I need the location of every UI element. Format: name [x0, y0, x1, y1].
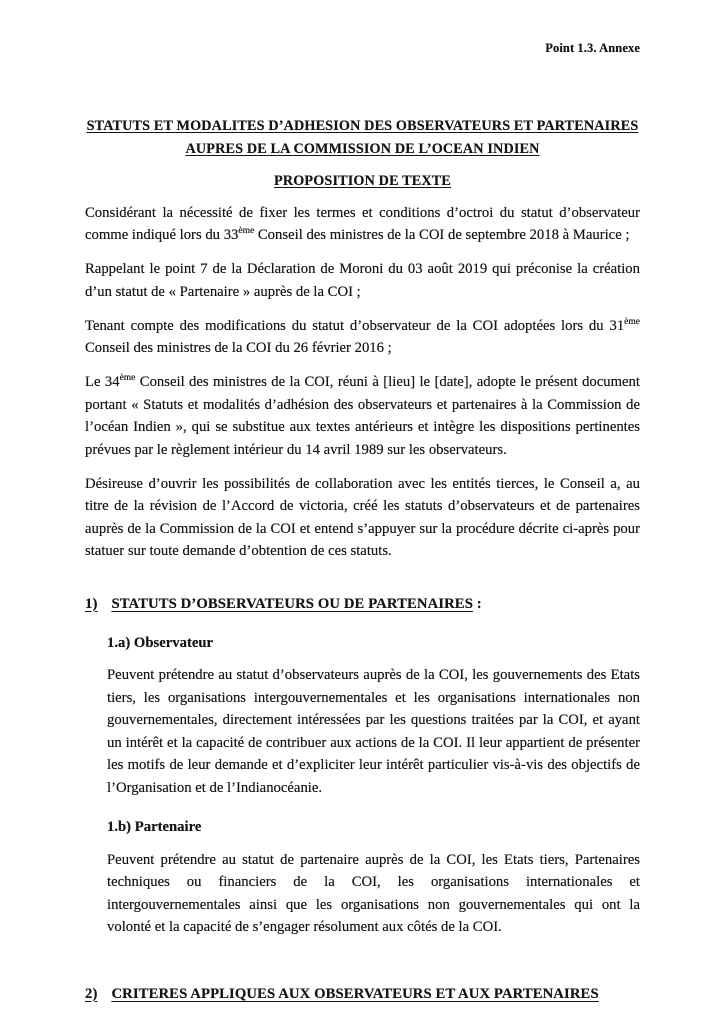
subsection-1a-paragraph: Peuvent prétendre au statut d’observateurs auprès de la COI, les gouvernements des Etats tiers, les organisations intergouvernementales et les organisations internationales non gouvernementales, directement intéressées par les questions traitées par la COI, et ayant un intérêt et la capacité de contribuer aux actions de la COI. Il leur appartient de présenter les motifs de leur demande et d’expliciter leur intérêt particulier vis-à-vis des objectifs de l’Organisation et de l’Indianocéanie.: [107, 667, 640, 796]
section-2-title: CRITERES APPLIQUES AUX OBSERVATEURS ET AUX PARTENAIRES: [111, 985, 599, 1002]
document-title: [85, 115, 640, 161]
subsection-1b: [107, 816, 640, 939]
preamble-paragraph-3: Tenant compte des modifications du statut d’observateur de la COI adoptées lors du 31ème Conseil des ministres de la COI du 26 février 2016 ;: [85, 316, 640, 356]
subsection-1b-label: 1.b) Partenaire: [107, 819, 202, 835]
subsection-1a-label: 1.a) Observateur: [107, 634, 214, 651]
section-1-title: STATUTS D’OBSERVATEURS OU DE PARTENAIRES: [111, 595, 473, 612]
subsection-1a: [107, 632, 640, 800]
preamble-paragraph-1: Considérant la nécessité de fixer les termes et conditions d’octroi du statut d’observateur comme indiqué lors du 33ème Conseil des ministres de la COI de septembre 2018 à Maurice ;: [85, 204, 640, 243]
section-1-suffix: :: [472, 595, 482, 612]
section-1-heading: [85, 593, 640, 615]
header-annotation: Point 1.3. Annexe: [545, 41, 640, 55]
preamble-paragraph-2: Rappelant le point 7 de la Déclaration de Moroni du 03 août 2019 qui préconise la création d’un statut de « Partenaire » auprès de la COI ;: [85, 261, 640, 300]
document-subtitle: PROPOSITION DE TEXTE: [274, 173, 451, 189]
preamble: [85, 202, 640, 563]
section-2-heading: [85, 983, 640, 1005]
section-2-number: 2): [85, 985, 98, 1002]
preamble-paragraph-5: Désireuse d’ouvrir les possibilités de collaboration avec les entités tierces, le Conseil a, au titre de la révision de l’Accord de victoria, créé les statuts d’observateurs et de partenaires auprès de la Commission de la COI et entend s’appuyer sur la procédure décrite ci-après pour statuer sur toute demande d’obtention de ces statuts.: [85, 475, 640, 559]
section-1-number: 1): [85, 595, 98, 612]
document-title-line2: AUPRES DE LA COMMISSION DE L’OCEAN INDIEN: [185, 141, 540, 157]
document-content: [85, 41, 640, 1005]
preamble-paragraph-4: Le 34ème Conseil des ministres de la COI, réuni à [lieu] le [date], adopte le présent document portant « Statuts et modalités d’adhésion des observateurs et partenaires à la Commission de l’océan Indien », qui se substitue aux textes antérieurs et intègre les dispositions pertinentes prévues par le règlement intérieur du 14 avril 1989 sur les observateurs.: [85, 373, 640, 458]
document-title-line1: STATUTS ET MODALITES D’ADHESION DES OBSERVATEURS ET PARTENAIRES: [86, 118, 639, 134]
subsection-1b-paragraph: Peuvent prétendre au statut de partenaire auprès de la COI, les Etats tiers, Partenaires techniques ou financiers de la COI, les organisations internationales et intergouvernementales ainsi que les organisations non gouvernementales qui ont la volonté et la capacité de s’engager résolument aux côtés de la COI.: [107, 851, 640, 935]
